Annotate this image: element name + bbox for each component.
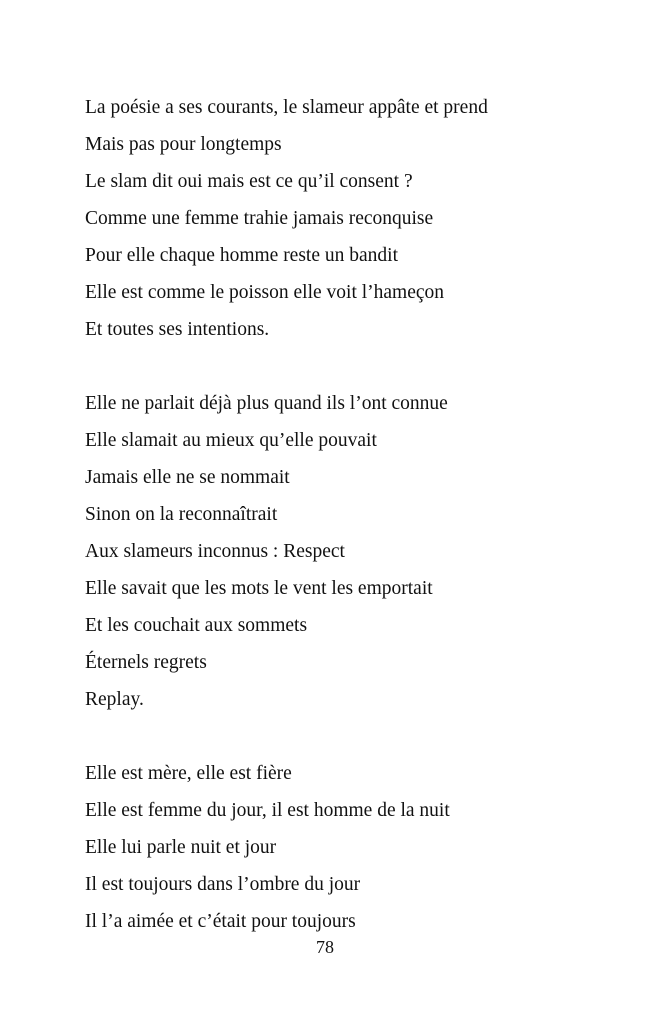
poem-line: Éternels regrets — [85, 652, 207, 673]
poem-line: Aux slameurs inconnus : Respect — [85, 541, 345, 562]
stanza-3 — [85, 755, 605, 940]
poem-line: Elle slamait au mieux qu’elle pouvait — [85, 430, 377, 451]
poem-line: Jamais elle ne se nommait — [85, 467, 290, 488]
poem-line: Comme une femme trahie jamais reconquise — [85, 208, 434, 229]
poem-line: Elle est comme le poisson elle voit l’hameçon — [85, 282, 445, 303]
page-number: 78 — [316, 937, 334, 957]
poem-line: Elle est femme du jour, il est homme de la nuit — [85, 800, 450, 821]
poem-line: Sinon on la reconnaîtrait — [85, 504, 278, 525]
poem-line: Le slam dit oui mais est ce qu’il consent ? — [85, 171, 413, 192]
poem-line: Elle ne parlait déjà plus quand ils l’ont connue — [85, 393, 448, 414]
poem-line: Pour elle chaque homme reste un bandit — [85, 245, 398, 266]
stanza-1 — [85, 89, 605, 348]
poem-line: Elle lui parle nuit et jour — [85, 837, 277, 858]
poem-line: Elle savait que les mots le vent les emportait — [85, 578, 433, 599]
poem-line: La poésie a ses courants, le slameur appâte et prend — [85, 97, 488, 118]
poem-line: Mais pas pour longtemps — [85, 134, 282, 155]
stanza-2 — [85, 385, 605, 718]
poem-line: Elle est mère, elle est fière — [85, 763, 292, 784]
poem-line: Et les couchait aux sommets — [85, 615, 308, 636]
poem-line: Il est toujours dans l’ombre du jour — [85, 874, 361, 895]
poem-line: Il l’a aimée et c’était pour toujours — [85, 911, 356, 932]
poem — [85, 89, 605, 940]
poem-line: Replay. — [85, 689, 144, 710]
poem-line: Et toutes ses intentions. — [85, 319, 270, 340]
